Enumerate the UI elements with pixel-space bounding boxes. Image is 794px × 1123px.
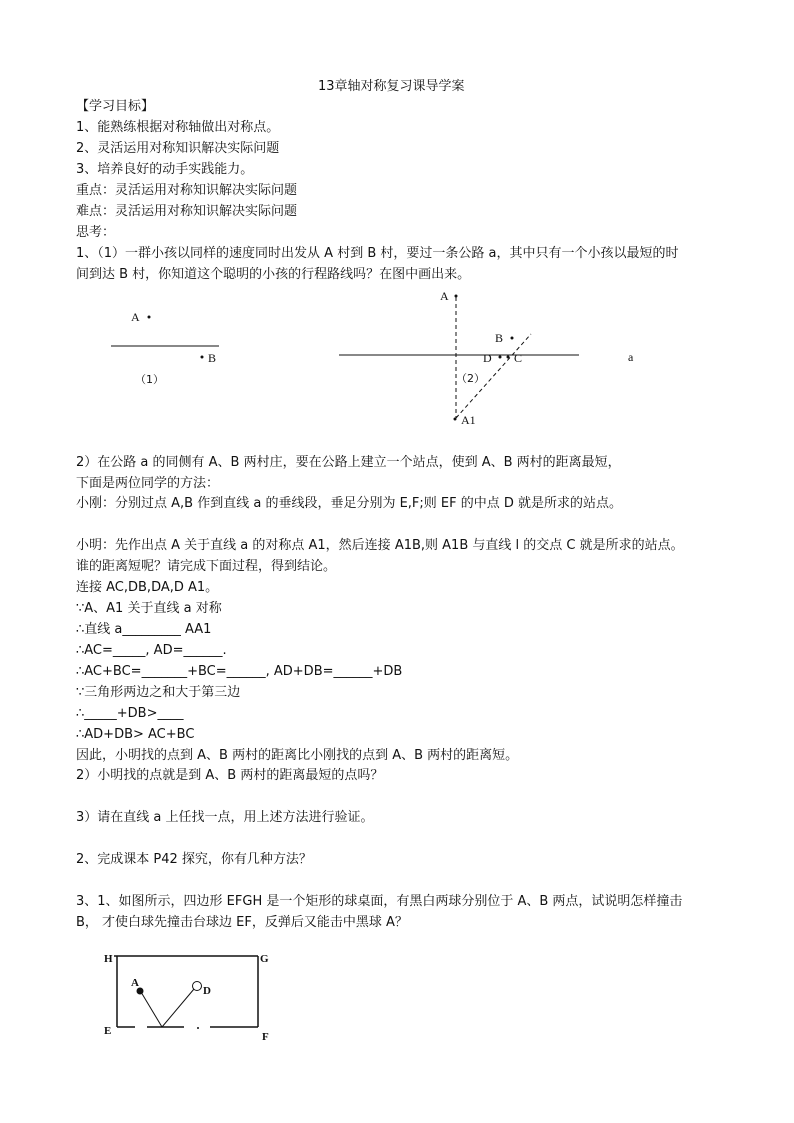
path-a-to-edge — [141, 992, 162, 1027]
goal-item-1: 1、能熟练根据对称轴做出对称点。 — [76, 120, 280, 135]
figure-2-label-a: A — [440, 289, 449, 303]
figure-3-label-d: D — [203, 985, 211, 997]
figure-3-label-g: G — [260, 953, 269, 965]
proof-line-1: ∵A、A1 关于直线 a 对称 — [76, 601, 222, 616]
page-title: 13章轴对称复习课导学案 — [318, 79, 465, 94]
conclusion: 因此，小明找的点到 A、B 两村的距离比小刚找的点到 A、B 两村的距离短。 — [76, 748, 519, 763]
task-3-line-2: B， 才使白球先撞击台球边 EF，反弹后又能击中黑球 A？ — [76, 915, 408, 930]
proof-line-4: ∴AC+BC=_______+BC=______, AD+DB=______+DB — [76, 664, 403, 679]
figure-1-label-b: B — [208, 351, 217, 365]
figure-1-label-a: A — [131, 310, 140, 324]
task-2: 2、完成课本 P42 探究，你有几种方法？ — [76, 852, 312, 867]
task-3-line-1: 3、1、如图所示，四边形 EFGH 是一个矩形的球桌面，有黑白两球分别位于 A、B 两点，试说明怎样撞击 — [76, 894, 683, 909]
proof-line-7: ∴AD+DB> AC+BC — [76, 727, 195, 742]
proof-line-6: ∴_____+DB>____ — [76, 706, 184, 721]
key-point: 重点：灵活运用对称知识解决实际问题 — [76, 183, 298, 198]
figure-2-label-d: D — [483, 351, 492, 365]
question-2-line-1: 2）在公路 a 的同侧有 A、B 两村庄，要在公路上建立一个站点，使到 A、B 两村的距离最短， — [76, 455, 621, 470]
figure-2-label-line: a — [628, 350, 634, 364]
question-3: 3）请在直线 a 上任找一点，用上述方法进行验证。 — [76, 810, 374, 825]
question-1-line-2: 间到达 B 村，你知道这个聪明的小孩的行程路线吗？在图中画出来。 — [76, 267, 471, 282]
question-2-line-2: 下面是两位同学的方法： — [76, 476, 220, 491]
question-1-line-1: 1、（1）一群小孩以同样的速度同时出发从 A 村到 B 村，要过一条公路 a，其中只有一个小孩以最短的时 — [76, 246, 679, 261]
figure-3-label-a: A — [131, 977, 139, 989]
proof-line-3: ∴AC=_____, AD=______. — [76, 643, 227, 658]
goal-item-2: 2、灵活运用对称知识解决实际问题 — [76, 141, 280, 156]
figure-3-label-f: F — [262, 1031, 269, 1043]
figure-3-label-e: E — [104, 1025, 112, 1037]
figure-3-label-h: H — [104, 953, 113, 965]
proof-line-2: ∴直线 a_________ AA1 — [76, 622, 212, 637]
goals-heading: 【学习目标】 — [76, 99, 155, 114]
figure-1-caption: （1） — [135, 373, 164, 386]
question-2b: 2）小明找的点就是到 A、B 两村的距离最短的点吗？ — [76, 768, 384, 783]
table-dot — [197, 1027, 199, 1029]
connect-step: 连接 AC,DB,DA,D A1。 — [76, 580, 219, 595]
goal-item-3: 3、培养良好的动手实践能力。 — [76, 162, 254, 177]
figure-2-label-a1: A1 — [461, 413, 476, 427]
difficulty: 难点：灵活运用对称知识解决实际问题 — [76, 204, 298, 219]
xiaogang-method: 小刚：分别过点 A,B 作到直线 a 的垂线段，垂足分别为 E,F;则 EF 的中点 D 就是所求的站点。 — [76, 496, 623, 511]
path-edge-to-d — [162, 989, 194, 1027]
who-shorter: 谁的距离短呢？请完成下面过程，得到结论。 — [76, 559, 337, 574]
proof-line-5: ∵三角形两边之和大于第三边 — [76, 685, 241, 700]
figure-2-caption: （2） — [456, 372, 485, 385]
think-label: 思考： — [76, 225, 116, 240]
xiaoming-method: 小明：先作出点 A 关于直线 a 的对称点 A1，然后连接 A1B,则 A1B 与直线 l 的交点 C 就是所求的站点。 — [76, 538, 684, 553]
figure-2-label-c: C — [514, 351, 523, 365]
figure-2-label-b: B — [495, 331, 504, 345]
